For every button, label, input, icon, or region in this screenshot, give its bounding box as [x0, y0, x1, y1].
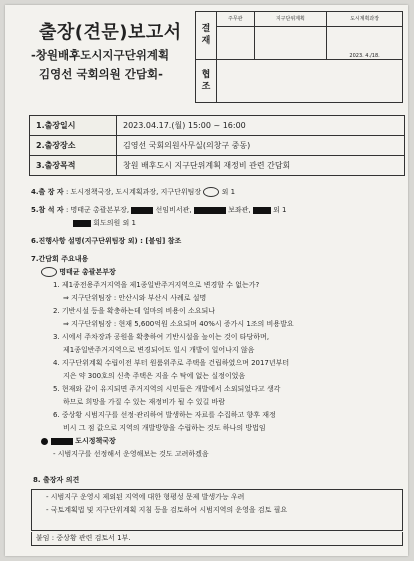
trip-place-label: 2.출장장소: [30, 136, 117, 156]
list-item: - 시범지구를 선정해서 운영해보는 것도 고려하겠음: [53, 450, 209, 458]
approval-box: [195, 11, 403, 103]
approval-role-3: 도시계획과장: [327, 12, 403, 27]
list-item: 1. 제1종전용주거지역을 제1종일반주거지역으로 변경할 수 없는가?: [53, 281, 260, 289]
attendee-5: 회도의원 외 1: [93, 219, 136, 227]
attendee-4: 외 1: [273, 206, 287, 214]
list-item: 2. 기반시설 등을 확충하는데 얼마의 비용이 소요되나: [53, 307, 216, 315]
report-title: 출장(견문)보고서: [39, 22, 182, 43]
approval-sign-1: [217, 26, 255, 59]
cooperation-area: [217, 59, 403, 102]
travelers-value: : 도시정책국장, 도시계획과장, 지구단위팀장: [65, 188, 202, 196]
list-item: 비시 그 점 값으로 지역의 개발방향을 수립하는 것도 하나의 방법임: [63, 424, 266, 432]
progress-line: 6.진행사항 설명(지구단위팀장 외) : [붙임] 참조: [31, 237, 182, 245]
list-item: 3. 시에서 주차장과 공원을 확충하여 기반시설을 높이는 것이 타당하며,: [53, 333, 270, 341]
speaker-2: [31, 435, 401, 448]
list-item: 5. 현재와 같이 유지되면 주거지역의 시민들은 개발에서 소외되었다고 생각: [53, 385, 281, 393]
bullet-icon: [41, 438, 48, 445]
approval-date: 2023. 4./18.: [349, 52, 380, 59]
travelers-label: 4.출 장 자: [31, 188, 64, 196]
opinion-line-2: - 국토계획법 및 지구단위계획 지침 등을 검토하여 시범지역의 운영을 검토 필요: [46, 506, 288, 514]
approval-role-2: 지구단위계획: [254, 12, 327, 27]
trip-place-value: 김영선 국회의원사무실(의창구 중동): [117, 136, 405, 156]
list-item: ⇒ 지구단위팀장 : 현재 5,600억원 소요되며 40%시 증가시 1조의 비용발요: [63, 320, 294, 328]
table-row: [30, 116, 405, 136]
list-item: 지은 약 300호의 신축 주택은 지을 수 탁에 없는 실정이었음: [63, 372, 246, 380]
attendee-1: : 명태군 총괄본부장,: [65, 206, 130, 214]
report-subtitle-2: 김영선 국회의원 간담회-: [39, 67, 163, 81]
list-item: 4. 지구단위계획 수립이전 부터 원룸위주로 주택을 건립하였으며 2017년부터: [53, 359, 290, 367]
report-body: [31, 186, 401, 461]
circled-mark: [203, 187, 219, 197]
list-item: ⇒ 지구단위팀장 : 안산시와 부산시 사례로 설명: [63, 294, 207, 302]
table-row: [30, 156, 405, 176]
attendee-3: 보좌관,: [228, 206, 251, 214]
attendees-line-2: [31, 217, 401, 230]
attendee-2: 선임비서관,: [155, 206, 192, 214]
cooperation-label: 협 조: [196, 59, 217, 102]
redaction-block: [194, 207, 226, 214]
approval-sign-3: [327, 26, 403, 59]
approval-role-1: 주무관: [217, 12, 255, 27]
attendees-line: [31, 204, 401, 217]
list-item: 제1종일반주거지역으로 변경되어도 일시 개발이 일어나지 않음: [63, 346, 255, 354]
redaction-block: [253, 207, 271, 214]
travelers-line: [31, 186, 401, 199]
circle-bullet-icon: [41, 267, 57, 277]
approval-sign-2: [254, 26, 327, 59]
report-sheet: [5, 5, 408, 556]
list-item: 6. 중상황 시범지구를 선정·관리하여 발생하는 자료를 수집하고 향후 재정: [53, 411, 276, 419]
trip-purpose-value: 창원 배후도시 지구단위계획 재정비 관련 간담회: [117, 156, 405, 176]
travelers-suffix: 외 1: [221, 188, 236, 196]
trip-info-table: [29, 115, 405, 176]
speaker-2-name: 도시정책국장: [75, 437, 116, 445]
approval-label: 결 재: [196, 12, 217, 60]
report-subtitle-1: -창원배후도시지구단위계획: [31, 48, 170, 62]
attachment-line: 붙임 : 중상황 관련 검토서 1부.: [31, 532, 403, 546]
redaction-block: [51, 438, 73, 445]
trip-date-value: 2023.04.17.(월) 15:00 ~ 16:00: [117, 116, 405, 136]
meeting-contents-heading: 7.간담회 주요내용: [31, 255, 89, 263]
trip-purpose-label: 3.출장목적: [30, 156, 117, 176]
redaction-block: [73, 220, 91, 227]
speaker-1-name: 명태균 총괄본부장: [59, 268, 116, 276]
table-row: [30, 136, 405, 156]
trip-date-label: 1.출장일시: [30, 116, 117, 136]
list-item: 하므로 희망을 가질 수 있는 재정비가 될 수 있길 바람: [63, 398, 226, 406]
opinion-heading: 8. 출장자 의견: [33, 476, 80, 484]
opinion-box: [31, 489, 403, 531]
speaker-1: [31, 266, 401, 279]
redaction-block: [131, 207, 153, 214]
opinion-line-1: - 시범지구 운영시 제외된 지역에 대한 형평성 문제 발생가능 우려: [46, 493, 245, 501]
attendees-label: 5.참 석 자: [31, 206, 64, 214]
